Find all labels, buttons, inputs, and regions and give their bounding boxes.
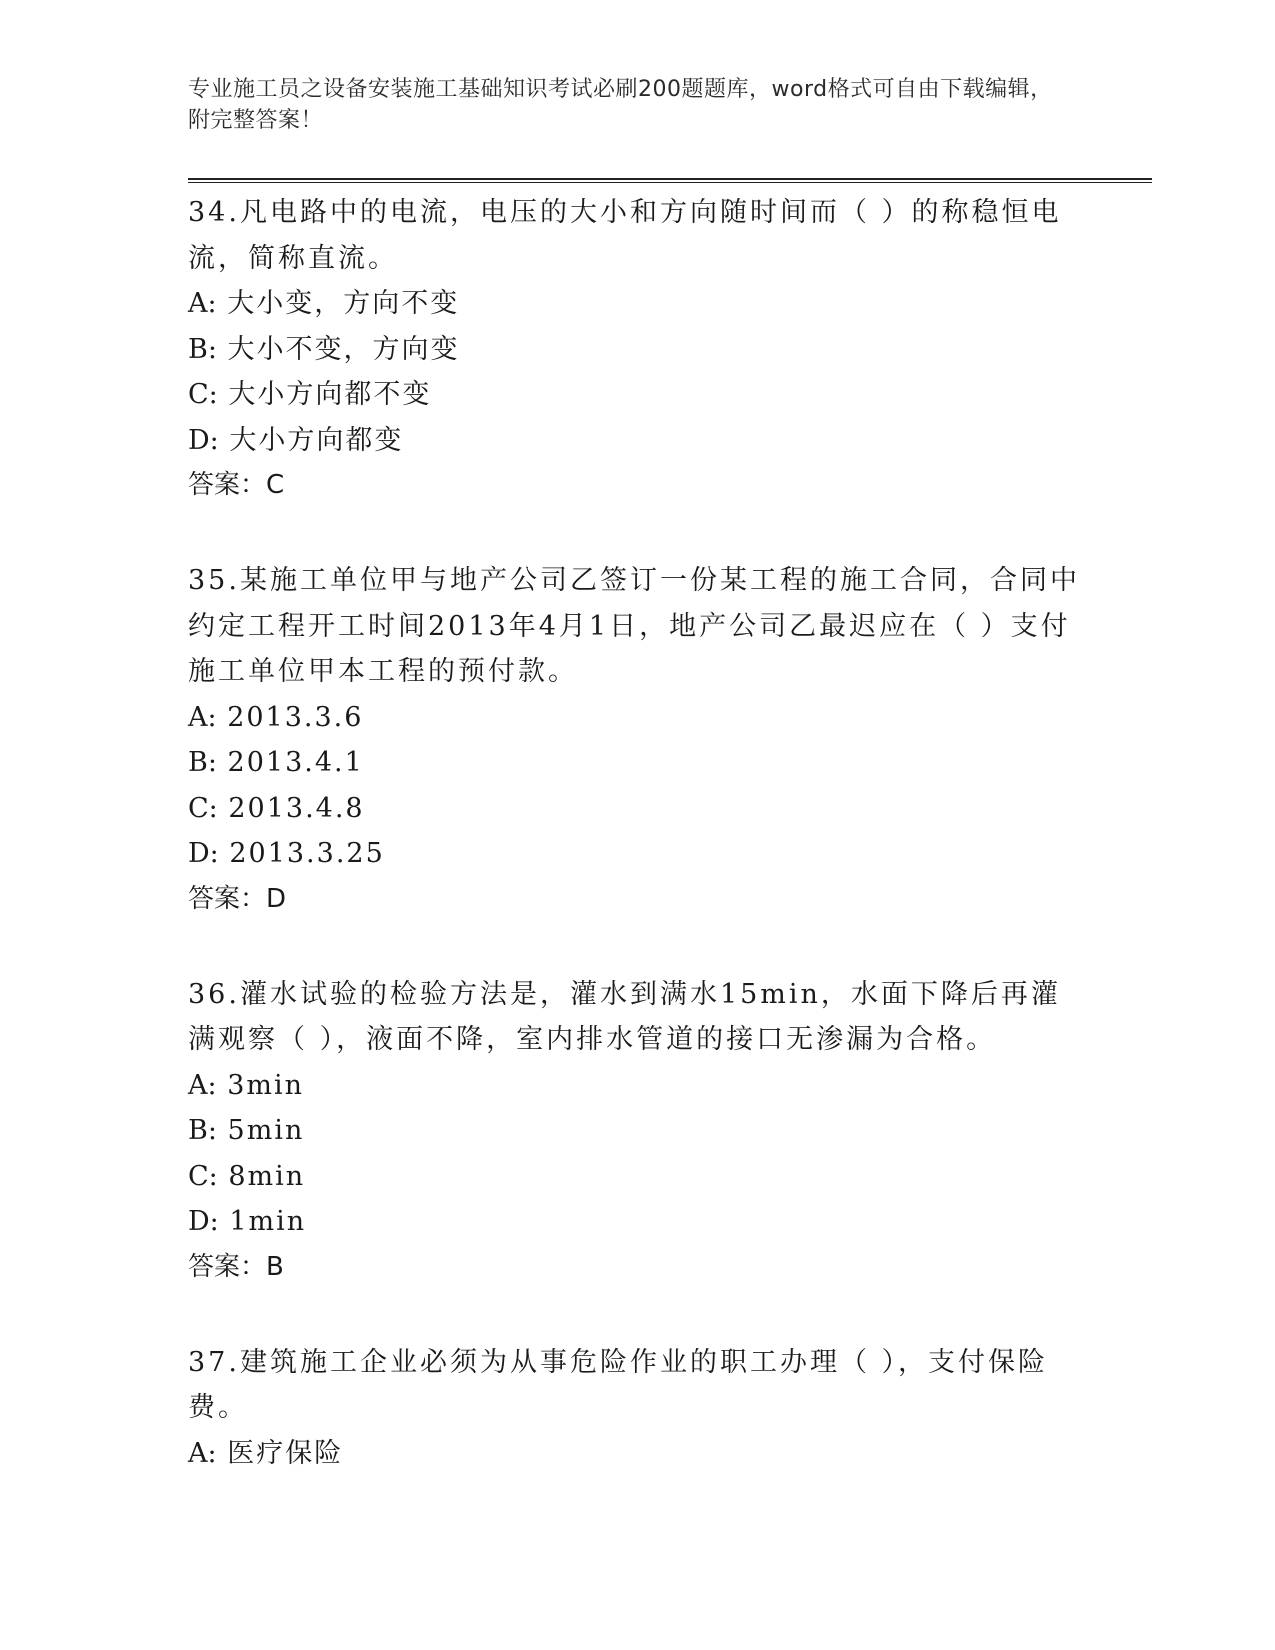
- answer-line: [188, 1245, 1088, 1290]
- option-c: [188, 372, 1088, 418]
- option-text: 大小方向都变: [229, 424, 404, 456]
- option-text: 5min: [227, 1115, 305, 1146]
- question-text: 34.凡电路中的电流，电压的大小和方向随时间而（ ）的称稳恒电流，简称直流。: [188, 197, 1062, 274]
- option-key: D:: [188, 1206, 219, 1237]
- option-key: B:: [188, 747, 217, 778]
- option-text: 大小方向都不变: [228, 379, 432, 410]
- option-text: 2013.4.8: [228, 792, 365, 824]
- option-key: A:: [188, 701, 217, 733]
- option-b: [188, 327, 1088, 373]
- option-key: C:: [188, 792, 218, 824]
- option-d: [188, 831, 1088, 877]
- option-c: [188, 786, 1088, 832]
- option-text: 大小不变，方向变: [227, 333, 460, 365]
- answer-prefix: 答案：: [188, 883, 267, 914]
- option-d: [188, 418, 1088, 464]
- option-key: A:: [188, 1069, 217, 1101]
- answer-value: C: [266, 470, 285, 500]
- option-text: 2013.3.6: [227, 701, 364, 733]
- option-a: [188, 695, 1088, 741]
- answer-prefix: 答案：: [188, 1251, 267, 1282]
- option-text: 大小变，方向不变: [227, 288, 460, 319]
- option-a: [188, 1431, 1088, 1477]
- answer-value: B: [266, 1251, 284, 1282]
- question-36: [188, 970, 1088, 1290]
- option-key: D:: [188, 424, 219, 456]
- option-key: D:: [188, 838, 219, 869]
- option-text: 1min: [229, 1206, 307, 1237]
- answer-line: [188, 877, 1088, 922]
- question-list: [188, 188, 1088, 1524]
- option-text: 2013.4.1: [227, 747, 364, 778]
- answer-value: D: [266, 883, 287, 914]
- option-text: 2013.3.25: [229, 838, 385, 869]
- option-key: C:: [188, 1160, 218, 1192]
- question-text: 37.建筑施工企业必须为从事危险作业的职工办理（ ），支付保险费。: [188, 1346, 1049, 1423]
- answer-line: [188, 463, 1088, 508]
- question-34: [188, 188, 1088, 508]
- option-d: [188, 1199, 1088, 1245]
- option-text: 8min: [228, 1160, 306, 1192]
- header-divider: [188, 178, 1152, 183]
- option-key: B:: [188, 1115, 217, 1146]
- option-text: 3min: [227, 1069, 305, 1101]
- question-text: 36.灌水试验的检验方法是，灌水到满水15min，水面下降后再灌满观察（ ），液面不降，室内排水管道的接口无渗漏为合格。: [188, 978, 1061, 1055]
- option-b: [188, 740, 1088, 786]
- option-text: 医疗保险: [227, 1437, 344, 1469]
- option-a: [188, 1063, 1088, 1109]
- option-key: C:: [188, 379, 218, 410]
- option-b: [188, 1108, 1088, 1154]
- question-35: [188, 556, 1088, 922]
- option-key: A:: [188, 1437, 217, 1469]
- option-a: [188, 281, 1088, 327]
- document-header: 专业施工员之设备安装施工基础知识考试必刷200题题库，word格式可自由下载编辑，附完整答案！: [188, 77, 1053, 133]
- question-text: 35.某施工单位甲与地产公司乙签订一份某工程的施工合同，合同中约定工程开工时间2013年4月1日，地产公司乙最迟应在（ ）支付施工单位甲本工程的预付款。: [188, 565, 1080, 687]
- option-key: B:: [188, 333, 217, 365]
- question-37: [188, 1338, 1088, 1477]
- option-key: A:: [188, 288, 217, 319]
- option-c: [188, 1154, 1088, 1200]
- answer-prefix: 答案：: [188, 470, 267, 500]
